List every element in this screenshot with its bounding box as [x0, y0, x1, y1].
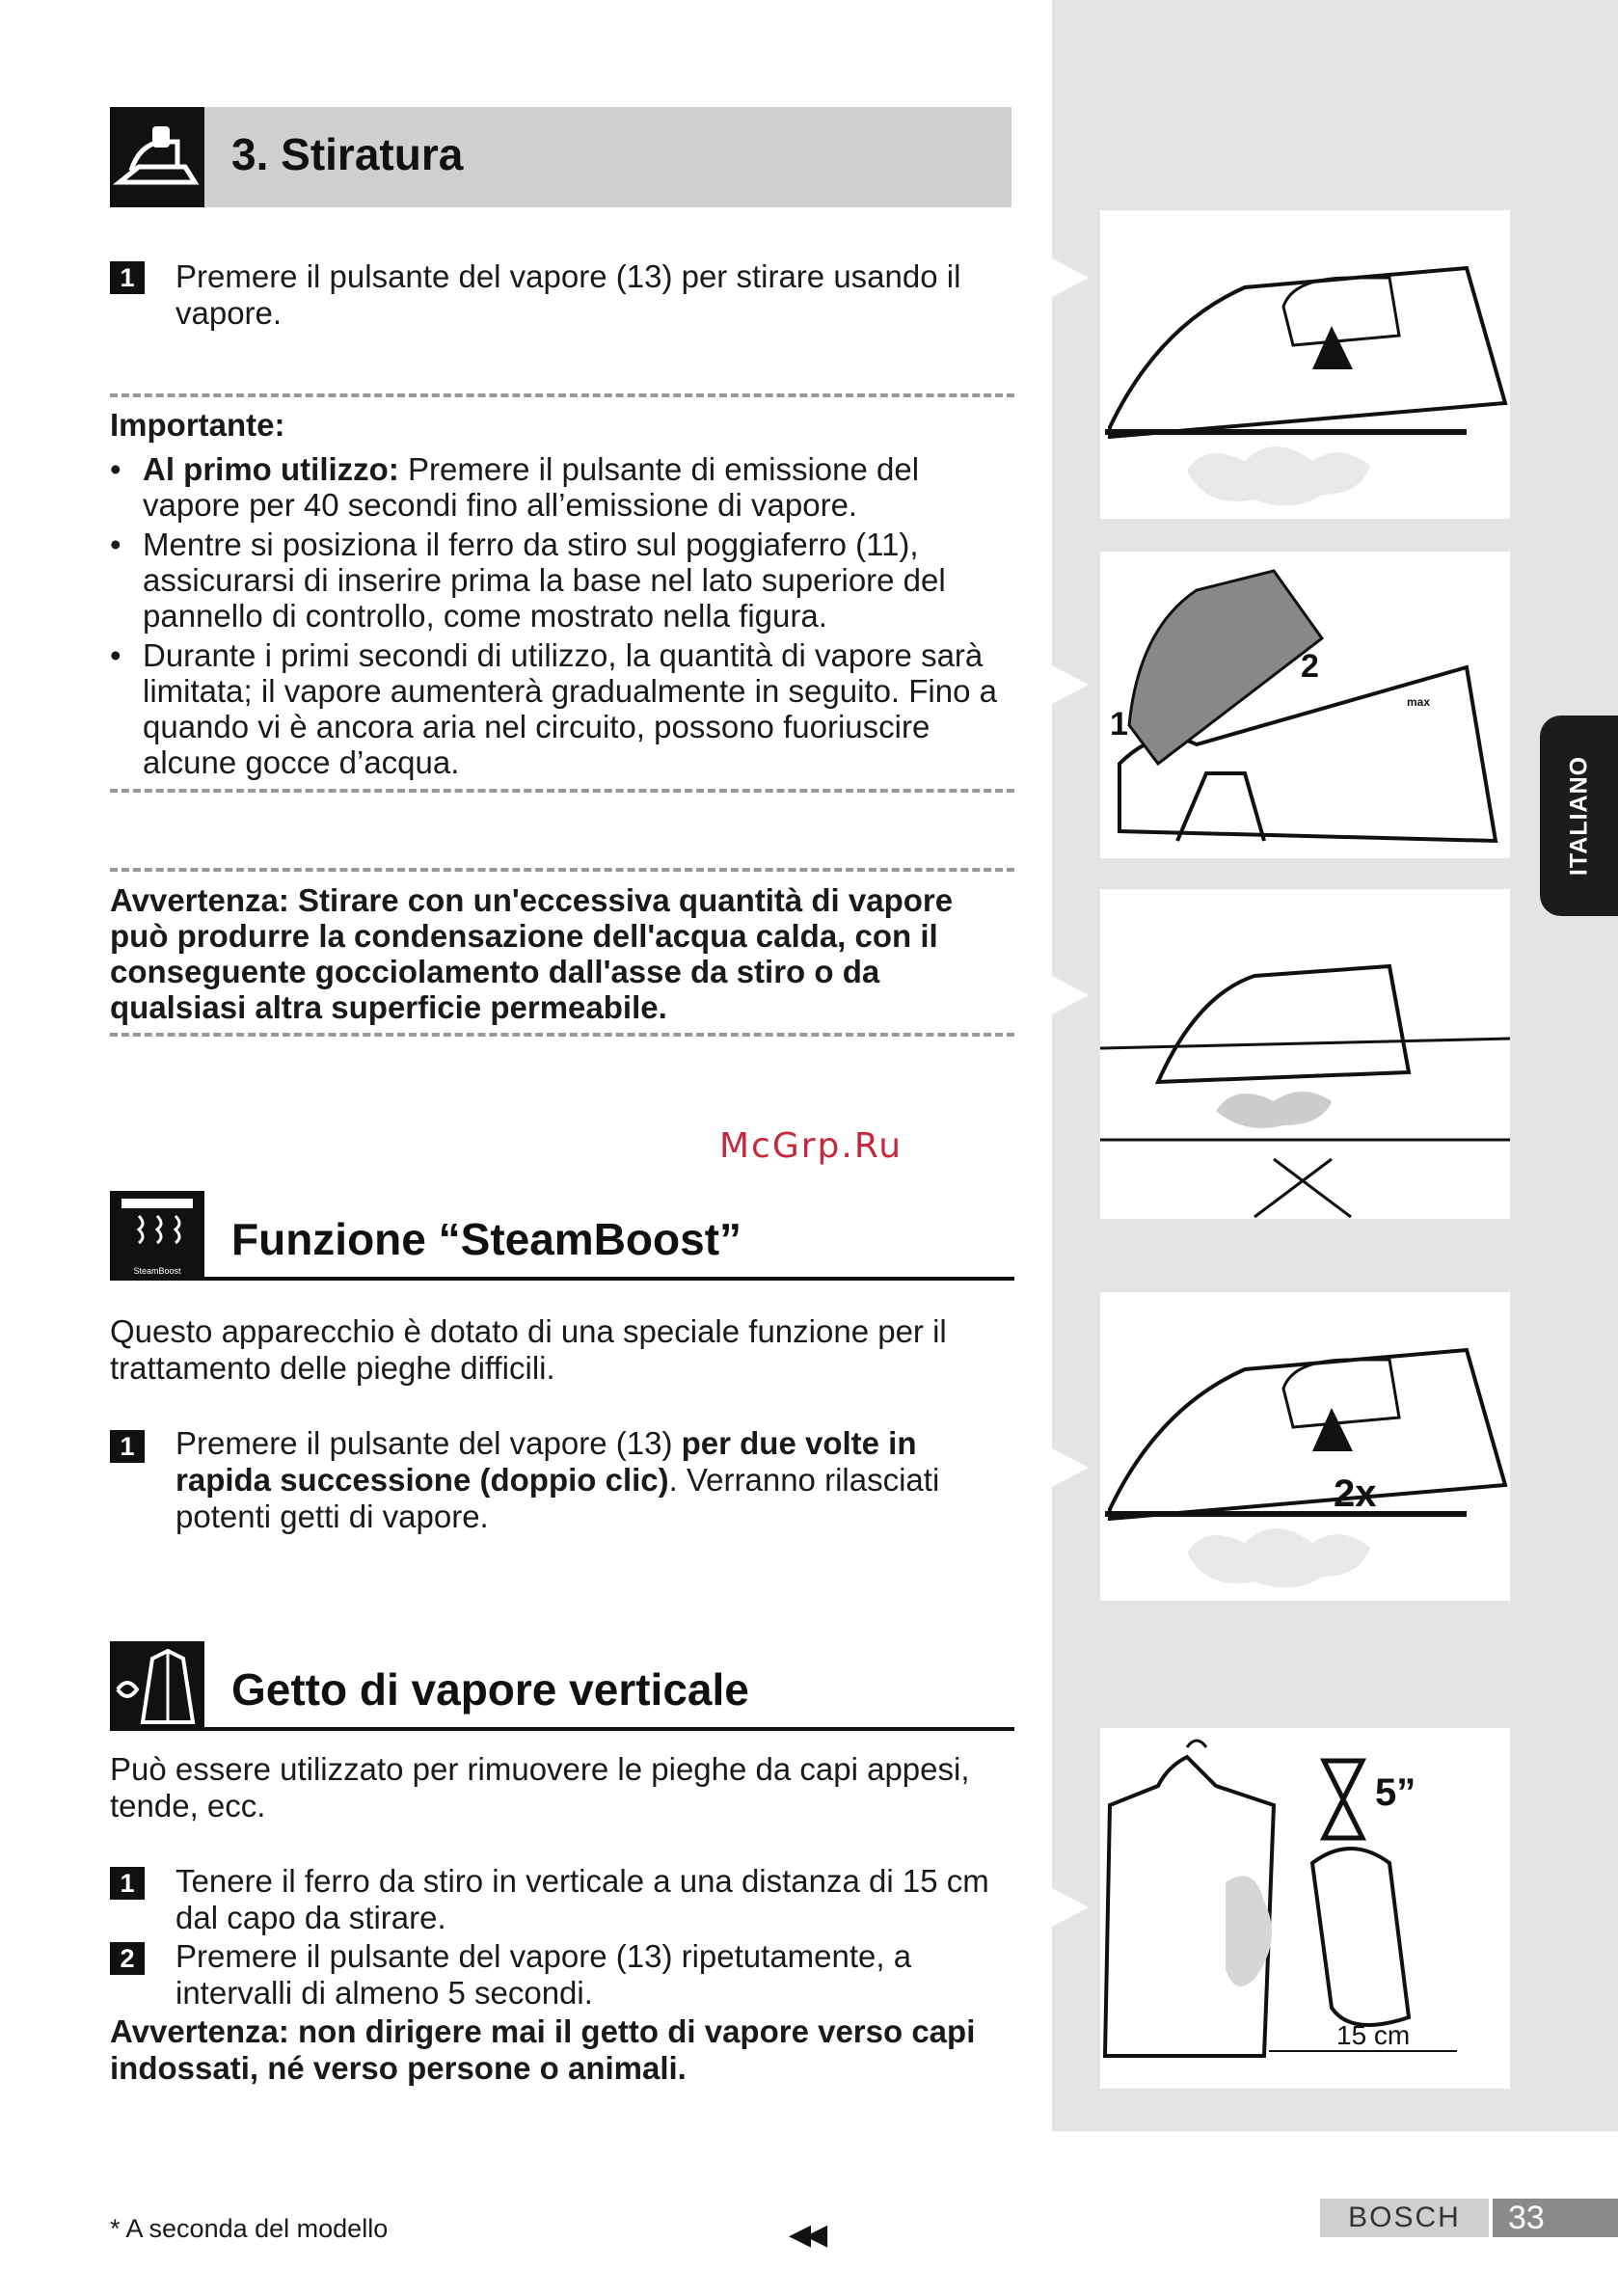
illustration-steamboost — [1100, 1292, 1510, 1601]
step-text: Premere il pulsante del vapore (13) per stirare usando il vapore. — [175, 258, 961, 331]
back-nav-icon[interactable]: ◀◀ — [789, 2219, 822, 2251]
illustration-vertical-steam — [1100, 1728, 1510, 2089]
step-text: Tenere il ferro da stiro in verticale a una distanza di 15 cm dal capo da stirare. — [175, 1863, 989, 1935]
page-number: 33 — [1493, 2199, 1618, 2237]
step-number: 1 — [110, 1430, 145, 1463]
section-intro: Questo apparecchio è dotato di una speciale funzione per il trattamento delle pieghe difficili. — [110, 1313, 947, 1386]
list-item: • Al primo utilizzo: Premere il pulsante di emissione del vapore per 40 secondi fino all’emissione di vapore. — [110, 451, 1016, 523]
important-list — [110, 451, 1016, 784]
svg-text:1: 1 — [1110, 706, 1128, 743]
divider — [110, 393, 1014, 397]
footnote: * A seconda del modello — [110, 2214, 389, 2243]
vertical-steam-icon — [110, 1641, 204, 1730]
svg-text:2x: 2x — [1334, 1472, 1377, 1515]
divider — [110, 789, 1014, 793]
svg-text:5”: 5” — [1375, 1771, 1416, 1814]
section-rule — [110, 1727, 1014, 1731]
pointer-arrow — [1052, 976, 1089, 1014]
section-title: Funzione “SteamBoost” — [231, 1214, 742, 1264]
pointer-arrow — [1052, 258, 1089, 297]
page-title: 3. Stiratura — [231, 129, 464, 179]
pointer-arrow — [1052, 665, 1089, 704]
step-text: Premere il pulsante del vapore (13) per due volte in rapida successione (doppio clic). Verranno rilasciati potenti getti di vapore. — [175, 1425, 940, 1534]
warning-text: Avvertenza: Stirare con un'eccessiva quantità di vapore può produrre la condensazione dell'acqua calda, con il conseguente gocciolamento dall'asse da stiro o da qualsiasi altra superficie permeabile. — [110, 882, 954, 1025]
divider — [110, 868, 1014, 872]
illustration-dripping-board — [1100, 889, 1510, 1219]
important-heading: Importante: — [110, 407, 285, 443]
pointer-arrow — [1052, 1448, 1089, 1487]
steamboost-icon — [110, 1191, 204, 1280]
brand-label: BOSCH — [1320, 2199, 1489, 2237]
pointer-arrow — [1052, 1888, 1089, 1927]
list-item: • Durante i primi secondi di utilizzo, la quantità di vapore sarà limitata; il vapore aumenterà gradualmente in seguito. Fino a quando vi è ancora aria nel circuito, possono fuoriuscire alcune gocce d’acqua. — [110, 637, 1016, 780]
watermark: McGrp.Ru — [719, 1126, 903, 1166]
svg-text:max: max — [1407, 695, 1431, 709]
divider — [110, 1033, 1014, 1037]
step-number: 2 — [110, 1942, 145, 1975]
list-item: • Mentre si posiziona il ferro da stiro sul poggiaferro (11), assicurarsi di inserire prima la base nel lato superiore del pannello di controllo, come mostrato nella figura. — [110, 527, 1016, 634]
ironing-icon — [110, 107, 204, 207]
section-title: Getto di vapore verticale — [231, 1664, 749, 1715]
section-intro: Può essere utilizzato per rimuovere le pieghe da capi appesi, tende, ecc. — [110, 1751, 970, 1823]
step-number: 1 — [110, 261, 145, 294]
step-text: Premere il pulsante del vapore (13) ripetutamente, a intervalli di almeno 5 secondi. — [175, 1938, 912, 2011]
svg-text:15 cm: 15 cm — [1336, 2020, 1411, 2050]
illustration-steam-ironing — [1100, 210, 1510, 519]
svg-text:SteamBoost: SteamBoost — [133, 1266, 181, 1276]
svg-text:2: 2 — [1301, 648, 1319, 685]
language-tab[interactable]: ITALIANO — [1540, 716, 1618, 916]
section-rule — [110, 1277, 1014, 1281]
illustration-iron-on-base — [1100, 552, 1510, 858]
step-number: 1 — [110, 1867, 145, 1900]
warning-text: Avvertenza: non dirigere mai il getto di vapore verso capi indossati, né verso persone o animali. — [110, 2013, 976, 2086]
